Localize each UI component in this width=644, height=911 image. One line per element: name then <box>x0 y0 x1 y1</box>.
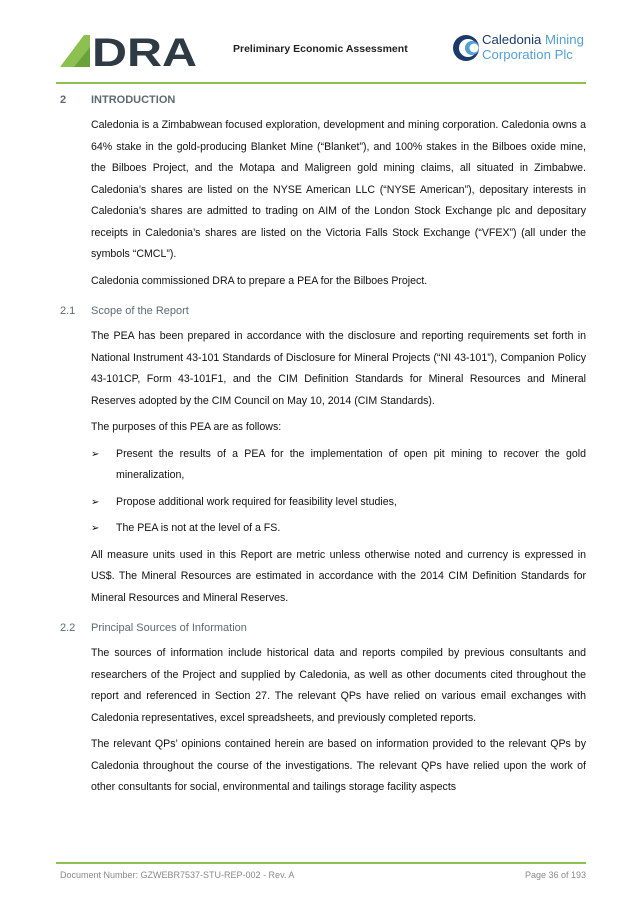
section-number: 2.1 <box>60 305 76 317</box>
header-divider <box>56 82 586 84</box>
dra-logo-text: DRA <box>92 33 197 69</box>
caledonia-logo-text <box>482 32 584 62</box>
bullet-arrow-icon: ➢ <box>91 448 100 460</box>
paragraph: The sources of information include historical data and reports compiled by previous consultants and researchers of the Project and supplied by Caledonia, as well as other documents cited throughout the report and referenced in Section 27. The relevant QPs have relied on various email exchanges with Caledonia representatives, excel spreadsheets, and previously completed reports. <box>91 647 586 724</box>
list-item <box>91 518 586 540</box>
bullet-arrow-icon: ➢ <box>91 523 100 534</box>
section-2-1-heading <box>60 305 586 317</box>
paragraph: Caledonia is a Zimbabwean focused exploration, development and mining corporation. Caledonia owns a 64% stake in the gold-producing Blanket Mine (“Blanket”), and 100% stakes in the Bilboes oxide mine, the Bilboes Project, and the Motapa and Maligreen gold mining claims, all situated in Zimbabwe. Caledonia’s shares are listed on the NYSE American LLC (“NYSE American”), depositary interests in Caledonia’s shares are admitted to trading on AIM of the London Stock Exchange plc and depositary receipts in Caledonia’s shares are listed on the Victoria Falls Stock Exchange (“VFEX”) (all under the symbols “CMCL”). <box>91 119 586 260</box>
page-header-title: Preliminary Economic Assessment <box>233 43 408 55</box>
section-number: 2 <box>60 94 67 106</box>
paragraph: Caledonia commissioned DRA to prepare a PEA for the Bilboes Project. <box>91 274 428 287</box>
section-title: INTRODUCTION <box>91 94 176 106</box>
document-number: Document Number: GZWEBR7537-STU-REP-002 - Rev. A <box>60 870 295 880</box>
caledonia-logo-mining: Mining <box>541 32 584 47</box>
section-2-heading <box>60 94 586 106</box>
footer-divider <box>56 862 586 864</box>
page-header <box>0 0 644 86</box>
paragraph: All measure units used in this Report are metric unless otherwise noted and currency is expressed in US$. The Mineral Resources are estimated in accordance with the 2014 CIM Definition Standards for Mineral Resources and Mineral Reserves. <box>91 548 586 604</box>
paragraph: The purposes of this PEA are as follows: <box>91 421 282 433</box>
dra-logo <box>60 33 200 74</box>
bullet-arrow-icon: ➢ <box>91 496 100 508</box>
list-item <box>91 492 586 514</box>
section-number: 2.2 <box>60 622 76 634</box>
paragraph: The PEA has been prepared in accordance with the disclosure and reporting requirements set forth in National Instrument 43-101 Standards of Disclosure for Mineral Projects (“NI 43-101”), Companion Policy 43-101CP, Form 43-101F1, and the CIM Definition Standards for Mineral Resources and Mineral Reserves adopted by the CIM Council on May 10, 2014 (CIM Standards). <box>91 330 586 407</box>
bullet-list <box>91 444 586 540</box>
caledonia-logo-name: Caledonia <box>482 32 542 47</box>
list-item-text: Present the results of a PEA for the implementation of open pit mining to recover the gold mineralization, <box>116 447 586 481</box>
section-title: Principal Sources of Information <box>91 622 247 634</box>
list-item-text: Propose additional work required for feasibility level studies, <box>116 495 397 508</box>
list-item <box>91 444 586 487</box>
list-item-text: The PEA is not at the level of a FS. <box>116 522 281 534</box>
section-2-2-heading <box>60 622 586 634</box>
caledonia-logo-corporation: Corporation Plc <box>482 47 573 62</box>
page-number: Page 36 of 193 <box>524 870 586 880</box>
page-body <box>60 94 586 799</box>
caledonia-logo <box>452 30 592 74</box>
paragraph: The relevant QPs’ opinions contained herein are based on information provided to the relevant QPs by Caledonia throughout the course of the investigations. The relevant QPs have relied upon the work of other consultants for social, environmental and tailings storage facility aspects <box>91 738 586 793</box>
section-title: Scope of the Report <box>91 305 189 317</box>
